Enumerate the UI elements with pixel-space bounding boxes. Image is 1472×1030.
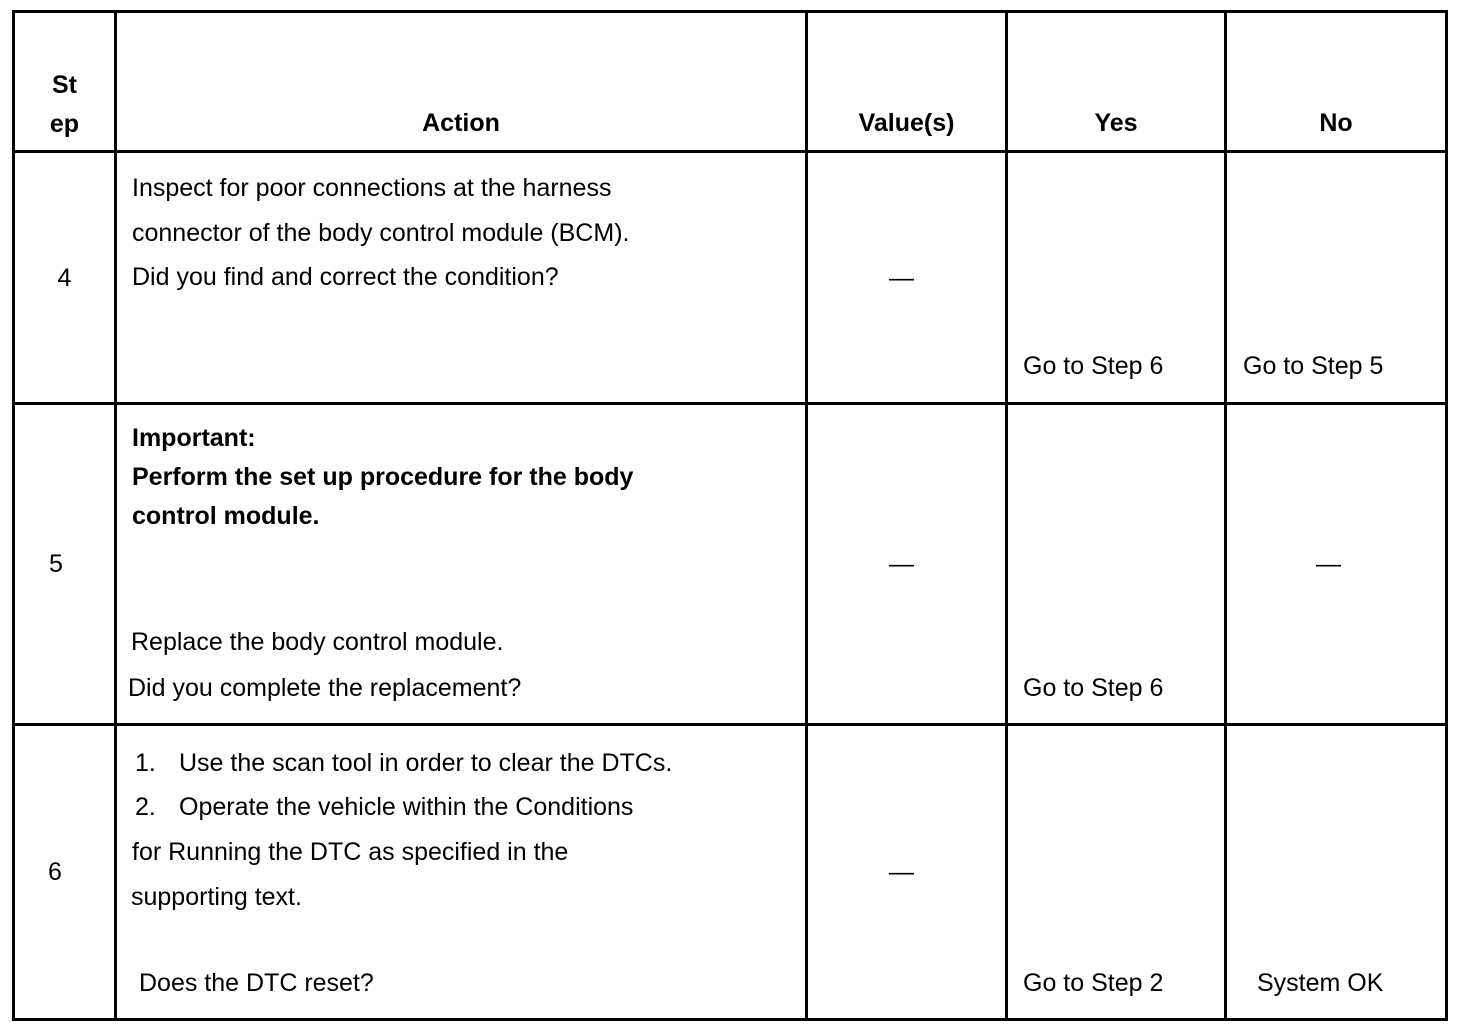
- header-no: No: [1319, 109, 1353, 137]
- step-number: 5: [49, 550, 63, 578]
- value-dash: —: [889, 264, 914, 292]
- action-text: Does the DTC reset?: [139, 969, 374, 997]
- no-result: —: [1316, 550, 1341, 578]
- important-label: Important:: [132, 424, 256, 452]
- column-divider: [1224, 10, 1227, 1021]
- header-step: [15, 70, 114, 139]
- yes-result: Go to Step 6: [1023, 352, 1164, 380]
- action-text: Inspect for poor connections at the harness: [132, 174, 612, 202]
- step-number: 6: [48, 858, 62, 886]
- row-divider: [12, 402, 1448, 405]
- header-values: Value(s): [858, 109, 955, 137]
- important-text: control module.: [132, 502, 320, 530]
- important-text: Perform the set up procedure for the body: [132, 463, 634, 491]
- no-result: Go to Step 5: [1243, 352, 1384, 380]
- column-divider: [1005, 10, 1008, 1021]
- list-item-number: 1.: [135, 749, 156, 777]
- yes-result: Go to Step 2: [1023, 969, 1164, 997]
- table-border-right: [1445, 10, 1448, 1021]
- action-text: Did you complete the replacement?: [128, 674, 522, 702]
- value-dash: —: [889, 858, 914, 886]
- header-divider: [12, 150, 1448, 153]
- column-divider: [114, 10, 117, 1021]
- action-text: Replace the body control module.: [131, 628, 504, 656]
- step-number: 4: [57, 264, 72, 292]
- row-divider: [12, 723, 1448, 726]
- header-step-line1: St: [52, 71, 77, 99]
- list-item-text: Operate the vehicle within the Conditions: [179, 793, 634, 821]
- value-dash: —: [889, 550, 914, 578]
- header-action: Action: [422, 109, 500, 137]
- yes-result: Go to Step 6: [1023, 674, 1164, 702]
- table-border-top: [12, 10, 1448, 13]
- list-item-text: Use the scan tool in order to clear the DTCs.: [179, 749, 673, 777]
- no-result: System OK: [1257, 969, 1384, 997]
- table-border-bottom: [12, 1018, 1448, 1021]
- header-step-line2: ep: [49, 110, 80, 138]
- header-yes: Yes: [1094, 109, 1138, 137]
- action-text: supporting text.: [131, 883, 302, 911]
- action-text: for Running the DTC as specified in the: [132, 838, 569, 866]
- list-item-number: 2.: [135, 793, 156, 821]
- action-text: Did you find and correct the condition?: [132, 263, 559, 291]
- action-text: connector of the body control module (BCM).: [132, 219, 630, 247]
